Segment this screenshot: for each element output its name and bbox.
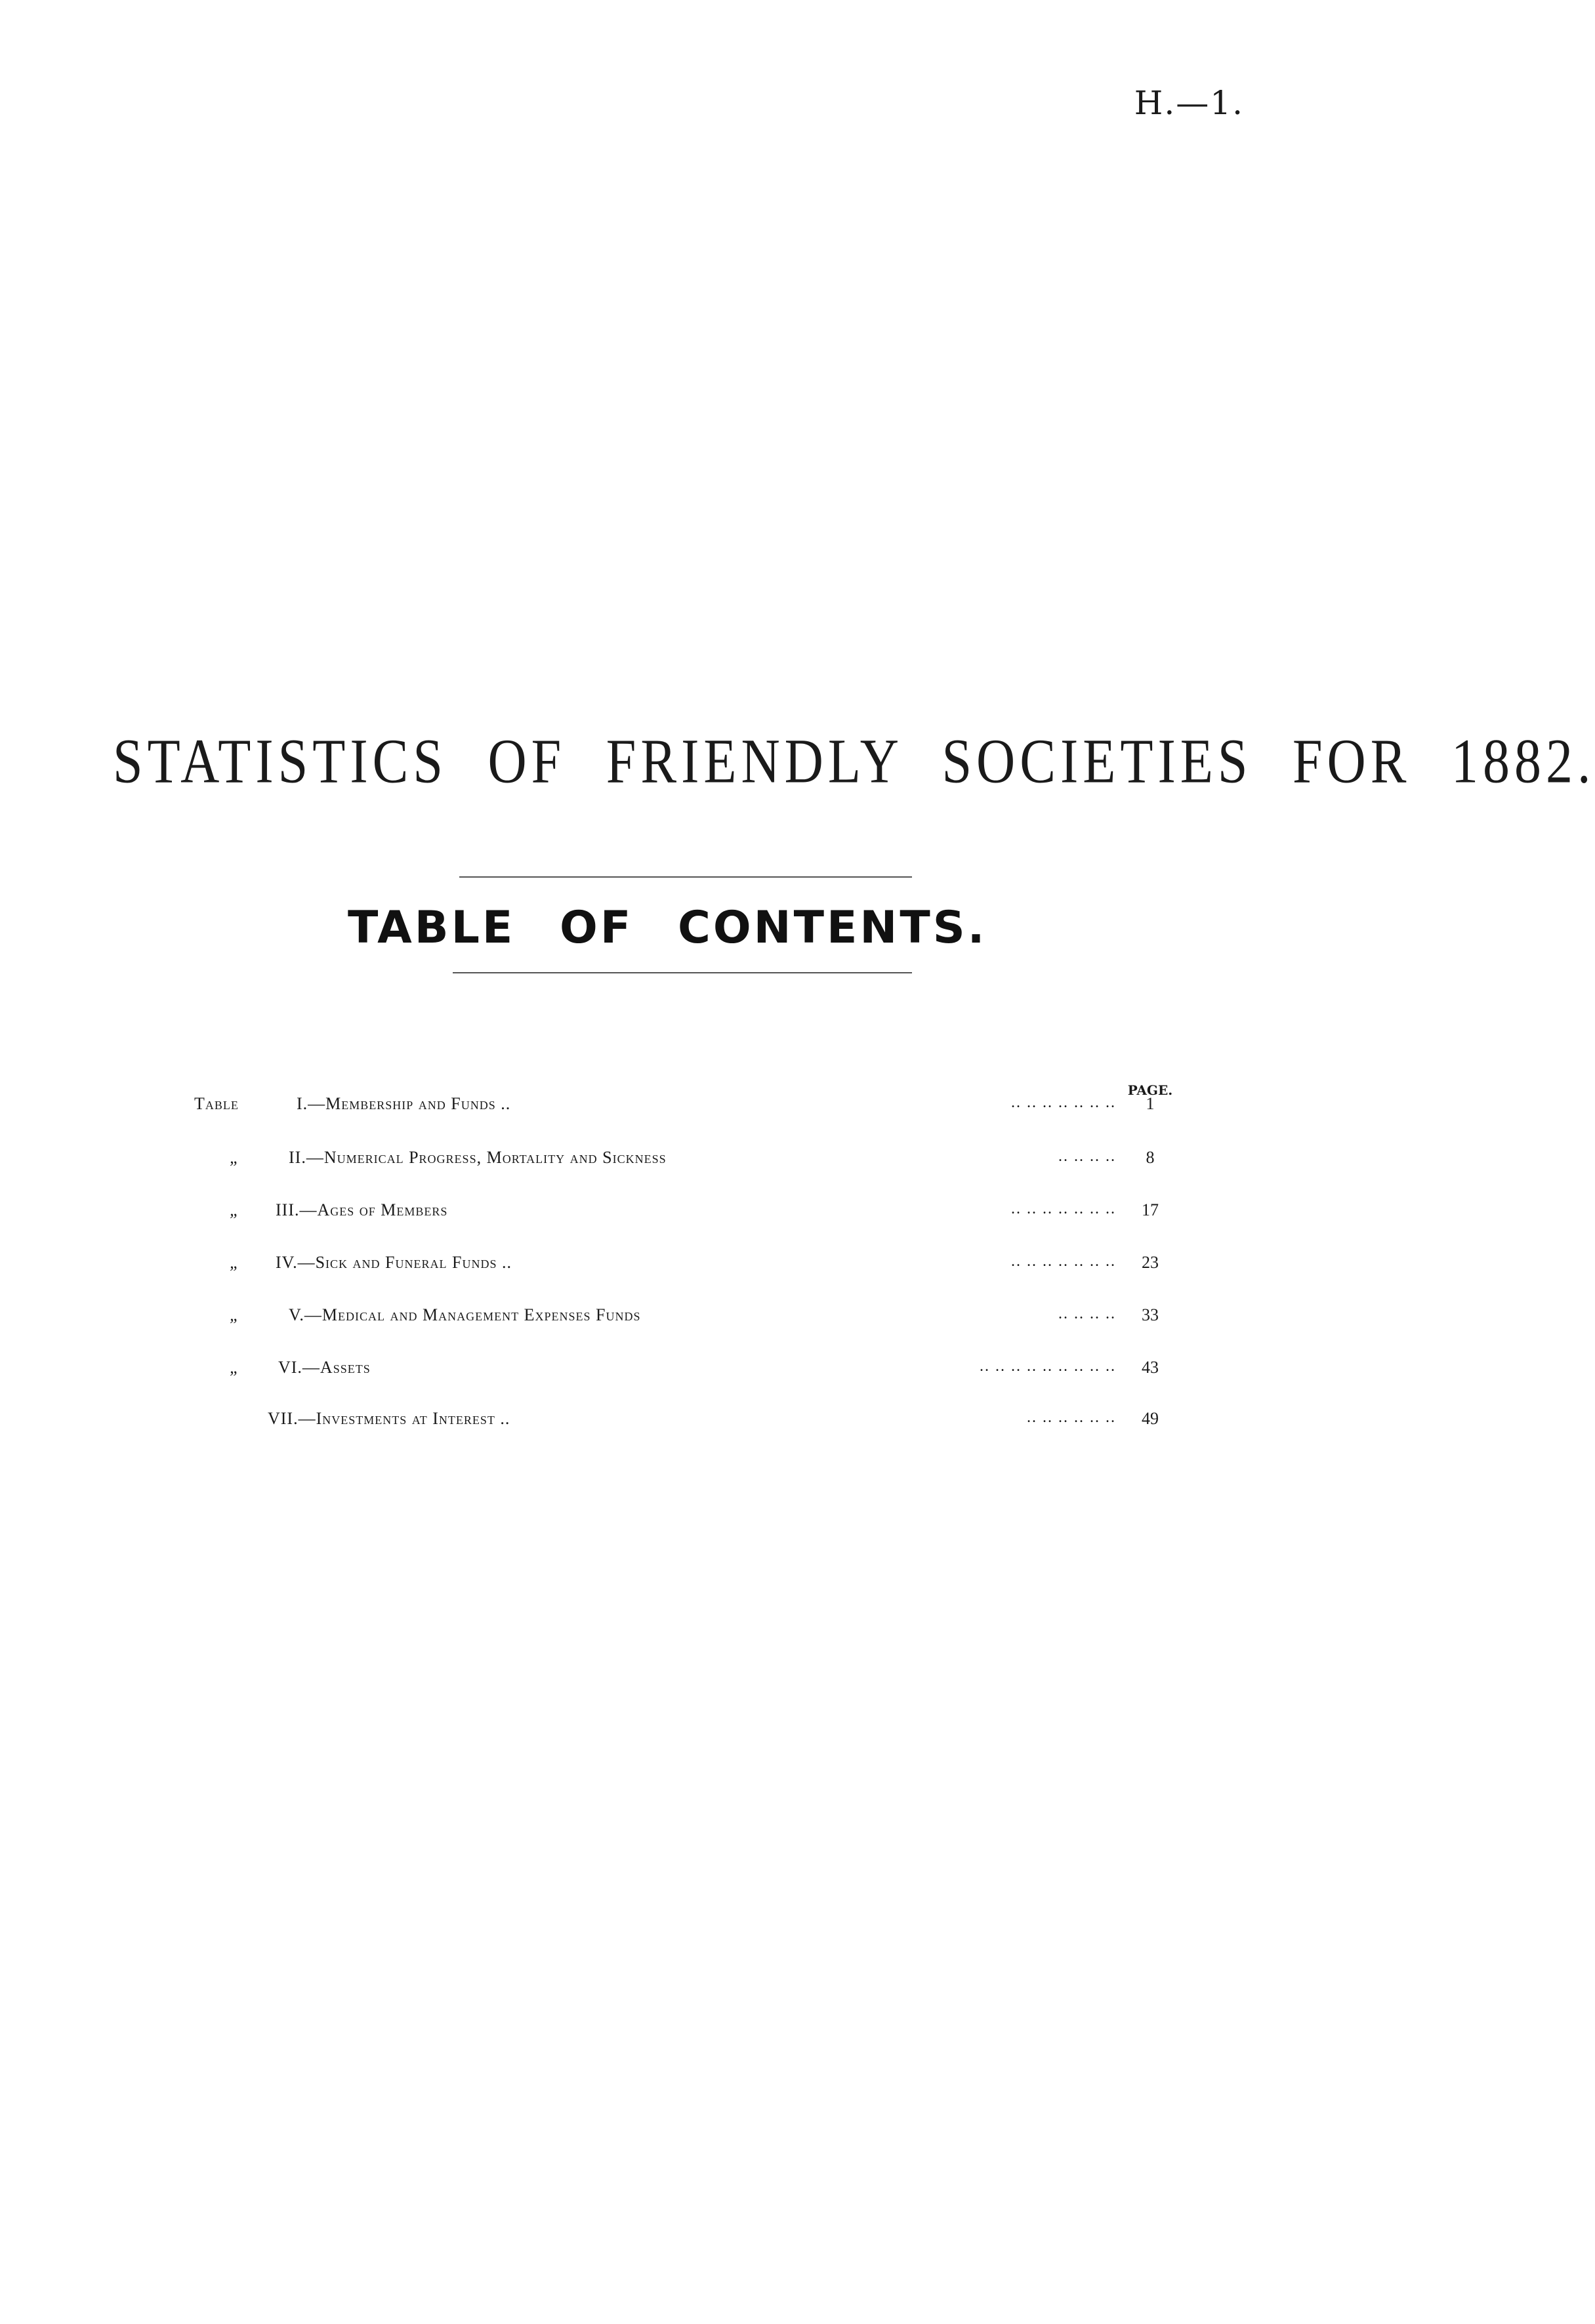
toc-entry-prefix: „ — [230, 1253, 240, 1272]
toc-entry-leader: .. .. .. .. — [1058, 1148, 1116, 1165]
toc-entry-leader: .. .. .. .. — [1058, 1305, 1116, 1322]
toc-entry-prefix: „ — [230, 1305, 240, 1324]
toc-entry-page[interactable]: 23 — [1142, 1253, 1159, 1272]
toc-entry-prefix: Table — [194, 1094, 239, 1113]
toc-entry[interactable] — [0, 1148, 1395, 1181]
toc-entry-label[interactable]: I.—Membership and Funds .. — [297, 1094, 511, 1113]
toc-entry-prefix: „ — [230, 1148, 240, 1167]
toc-entry-label[interactable]: V.—Medical and Management Expenses Funds — [289, 1305, 641, 1324]
toc-entry-leader: .. .. .. .. .. .. .. — [1011, 1094, 1116, 1111]
toc-entry[interactable] — [0, 1253, 1395, 1286]
toc-entry-leader: .. .. .. .. .. .. .. .. .. — [980, 1358, 1116, 1375]
toc-entry[interactable] — [0, 1094, 1395, 1127]
toc-entry-page[interactable]: 43 — [1142, 1358, 1159, 1377]
toc-entry-label[interactable]: IV.—Sick and Funeral Funds .. — [276, 1253, 512, 1272]
document-title: STATISTICS OF FRIENDLY SOCIETIES FOR 1882. — [113, 725, 1595, 796]
toc-entry-leader: .. .. .. .. .. .. — [1027, 1409, 1116, 1426]
toc-entry-page[interactable]: 8 — [1146, 1148, 1155, 1167]
toc-entry-prefix: „ — [230, 1200, 240, 1219]
toc-entry-label[interactable]: III.—Ages of Members — [276, 1200, 448, 1219]
toc-entry[interactable] — [0, 1305, 1395, 1338]
toc-entry-leader: .. .. .. .. .. .. .. — [1011, 1200, 1116, 1217]
heading-rule-bottom — [453, 972, 912, 973]
toc-entry-page[interactable]: 17 — [1142, 1200, 1159, 1219]
toc-entry[interactable] — [0, 1358, 1395, 1391]
toc-entry[interactable] — [0, 1409, 1395, 1442]
toc-entry-label[interactable]: II.—Numerical Progress, Mortality and Sickness — [289, 1148, 667, 1167]
document-code: H.—1. — [1134, 84, 1244, 122]
toc-entry-leader: .. .. .. .. .. .. .. — [1011, 1253, 1116, 1270]
toc-entry-page[interactable]: 1 — [1146, 1094, 1155, 1113]
heading-rule-top — [459, 876, 912, 878]
toc-entry[interactable] — [0, 1200, 1395, 1233]
toc-entry-page[interactable]: 33 — [1142, 1305, 1159, 1324]
toc-entry-label[interactable]: VI.—Assets — [278, 1358, 371, 1377]
toc-entry-prefix: „ — [230, 1358, 240, 1377]
toc-heading: TABLE OF CONTENTS. — [348, 902, 987, 954]
page-column-label: PAGE. — [1127, 1082, 1173, 1098]
toc-entry-label[interactable]: VII.—Investments at Interest .. — [268, 1409, 510, 1428]
toc-entry-page[interactable]: 49 — [1142, 1409, 1159, 1428]
